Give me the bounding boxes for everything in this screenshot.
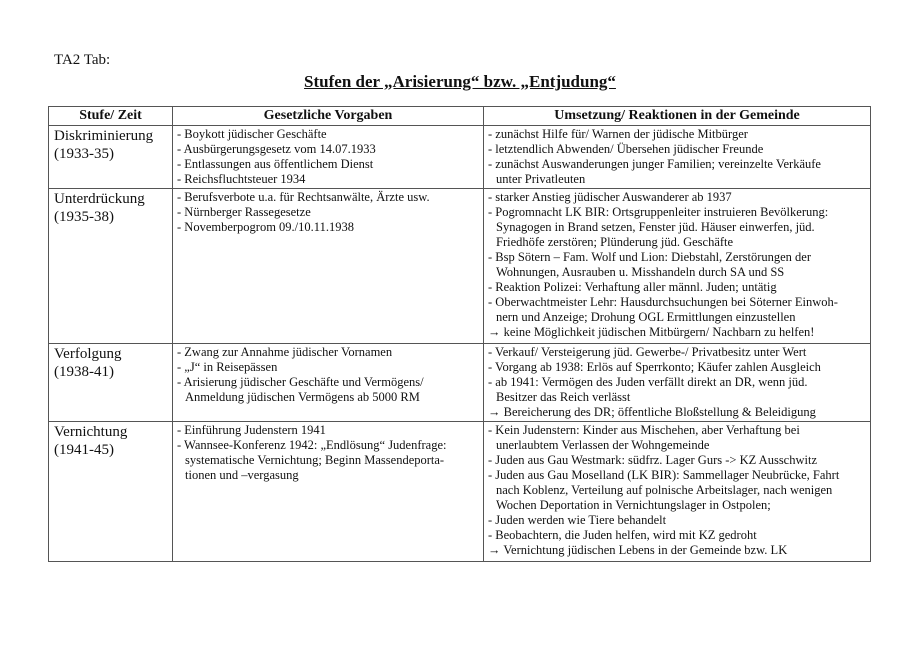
- stage-period: (1933-35): [54, 146, 114, 162]
- list-item: - Zwang zur Annahme jüdischer Vornamen: [177, 345, 393, 359]
- stage-cell: [49, 422, 173, 562]
- stage-name: Verfolgung: [54, 346, 122, 362]
- laws-cell: [173, 189, 484, 344]
- list-item: - Bsp Sötern – Fam. Wolf und Lion: Diebstahl, Zerstörungen der: [488, 250, 812, 264]
- reactions-cell: [484, 189, 871, 344]
- stage-period: (1941-45): [54, 442, 114, 458]
- header-stage: Stufe/ Zeit: [49, 107, 173, 126]
- list-item: - Reichsfluchtsteuer 1934: [177, 172, 306, 186]
- list-item: - Berufsverbote u.a. für Rechtsanwälte, Ärzte usw.: [177, 190, 430, 204]
- stage-name: Diskriminierung: [54, 128, 154, 144]
- list-item: - ab 1941: Vermögen des Juden verfällt direkt an DR, wenn jüd.: [488, 375, 808, 389]
- list-item: - Nürnberger Rassegesetze: [177, 205, 311, 219]
- document-label: TA2 Tab:: [54, 52, 111, 68]
- stage-cell: [49, 344, 173, 422]
- header-reactions: Umsetzung/ Reaktionen in der Gemeinde: [484, 107, 871, 126]
- list-item: - Juden aus Gau Westmark: südfrz. Lager Gurs -> KZ Ausschwitz: [488, 453, 817, 467]
- list-item: - starker Anstieg jüdischer Auswanderer ab 1937: [488, 190, 732, 204]
- stage-period: (1935-38): [54, 209, 114, 225]
- table-row: [49, 344, 871, 422]
- list-item: tionen und –vergasung: [185, 468, 299, 482]
- reactions-cell: [484, 422, 871, 562]
- list-item: - zunächst Auswanderungen junger Familien; vereinzelte Verkäufe: [488, 157, 821, 171]
- list-item: unerlaubtem Verlassen der Wohngemeinde: [496, 438, 710, 452]
- list-item: - Entlassungen aus öffentlichem Dienst: [177, 157, 374, 171]
- list-item: - Reaktion Polizei: Verhaftung aller männl. Juden; untätig: [488, 280, 777, 294]
- list-item: → Bereicherung des DR; öffentliche Bloßstellung & Beleidigung: [488, 405, 816, 419]
- list-item: - Vorgang ab 1938: Erlös auf Sperrkonto; Käufer zahlen Ausgleich: [488, 360, 821, 374]
- list-item: - Novemberpogrom 09./10.11.1938: [177, 220, 354, 234]
- list-item: - „J“ in Reisepässen: [177, 360, 278, 374]
- table-row: [49, 422, 871, 562]
- stage-name: Unterdrückung: [54, 191, 145, 207]
- stage-name: Vernichtung: [54, 424, 128, 440]
- stage-cell: [49, 189, 173, 344]
- stages-table: [48, 106, 871, 562]
- list-item: - Juden aus Gau Moselland (LK BIR): Sammellager Neubrücke, Fahrt: [488, 468, 840, 482]
- list-item: Wochen Deportation in Vernichtungslager in Ostpolen;: [496, 498, 771, 512]
- laws-cell: [173, 126, 484, 189]
- table-header-row: [49, 107, 871, 126]
- list-item: - Pogromnacht LK BIR: Ortsgruppenleiter instruieren Bevölkerung:: [488, 205, 829, 219]
- list-item: Wohnungen, Ausrauben u. Misshandeln durch SA und SS: [496, 265, 785, 279]
- list-item: Friedhöfe zerstören; Plünderung jüd. Geschäfte: [496, 235, 734, 249]
- list-item: - Verkauf/ Versteigerung jüd. Gewerbe-/ Privatbesitz unter Wert: [488, 345, 807, 359]
- list-item: Synagogen in Brand setzen, Fenster jüd. Häuser einwerfen, jüd.: [496, 220, 815, 234]
- stage-period: (1938-41): [54, 364, 114, 380]
- list-item: - Boykott jüdischer Geschäfte: [177, 127, 327, 141]
- list-item: unter Privatleuten: [496, 172, 586, 186]
- laws-cell: [173, 422, 484, 562]
- list-item: - Beobachtern, die Juden helfen, wird mit KZ gedroht: [488, 528, 757, 542]
- list-item: - Juden werden wie Tiere behandelt: [488, 513, 667, 527]
- table-row: [49, 189, 871, 344]
- reactions-cell: [484, 344, 871, 422]
- stage-cell: [49, 126, 173, 189]
- list-item: Anmeldung jüdischen Vermögens ab 5000 RM: [185, 390, 420, 404]
- reactions-cell: [484, 126, 871, 189]
- list-item: nern und Anzeige; Drohung OGL Ermittlungen einzustellen: [496, 310, 796, 324]
- list-item: - Einführung Judenstern 1941: [177, 423, 326, 437]
- list-item: systematische Vernichtung; Beginn Massendeporta-: [185, 453, 445, 467]
- list-item: → keine Möglichkeit jüdischen Mitbürgern/ Nachbarn zu helfen!: [488, 325, 815, 339]
- list-item: Besitzer das Reich verlässt: [496, 390, 631, 404]
- list-item: - Kein Judenstern: Kinder aus Mischehen, aber Verhaftung bei: [488, 423, 800, 437]
- list-item: - zunächst Hilfe für/ Warnen der jüdische Mitbürger: [488, 127, 748, 141]
- list-item: - Wannsee-Konferenz 1942: „Endlösung“ Judenfrage:: [177, 438, 447, 452]
- laws-cell: [173, 344, 484, 422]
- list-item: - Oberwachtmeister Lehr: Hausdurchsuchungen bei Söterner Einwoh-: [488, 295, 838, 309]
- page-title: Stufen der „Arisierung“ bzw. „Entjudung“: [304, 72, 616, 91]
- table-row: [49, 126, 871, 189]
- list-item: - letztendlich Abwenden/ Übersehen jüdischer Freunde: [488, 142, 764, 156]
- list-item: nach Koblenz, Verteilung auf polnische Arbeitslager, nach wenigen: [496, 483, 833, 497]
- list-item: - Ausbürgerungsgesetz vom 14.07.1933: [177, 142, 376, 156]
- list-item: - Arisierung jüdischer Geschäfte und Vermögens/: [177, 375, 424, 389]
- list-item: → Vernichtung jüdischen Lebens in der Gemeinde bzw. LK: [488, 543, 788, 557]
- header-laws: Gesetzliche Vorgaben: [173, 107, 484, 126]
